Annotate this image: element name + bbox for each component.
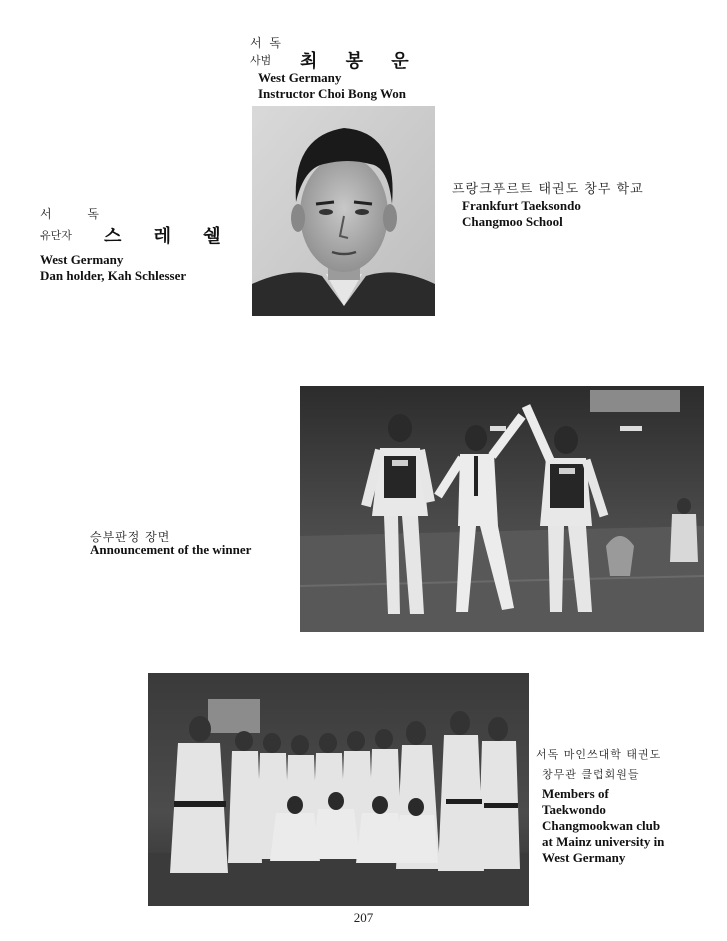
club-caption-en-line2: Taekwondo [542, 802, 606, 817]
winner-announcement-photo [300, 386, 704, 632]
instructor-role-ko: 사범 [250, 54, 272, 67]
club-caption-en-line4: at Mainz university in [542, 834, 665, 849]
instructor-portrait-photo [252, 106, 435, 316]
club-caption-ko-line1: 서독 마인쓰대학 태권도 [536, 748, 662, 761]
club-caption-en-line5: West Germany [542, 850, 626, 865]
page-number: 207 [353, 910, 374, 925]
winner-caption-en: Announcement of the winner [90, 542, 252, 557]
instructor-country-ko: 서 독 [250, 36, 283, 50]
school-name-en-line1: Frankfurt Taeksondo [462, 198, 581, 213]
dan-holder-title-en: Dan holder, Kah Schlesser [40, 268, 187, 283]
school-name-ko: 프랑크푸르트 태권도 창무 학교 [452, 182, 644, 197]
winner-caption-ko: 승부판정 장면 [90, 530, 171, 544]
club-caption-ko-line2: 창무관 클럽회원들 [542, 768, 640, 781]
instructor-name-ko: 최 봉 운 [300, 51, 409, 72]
school-name-en-line2: Changmoo School [462, 214, 563, 229]
dan-holder-country-en: West Germany [40, 252, 124, 267]
vest-patch-left [392, 460, 408, 466]
dan-holder-role-ko: 유단자 [40, 229, 72, 242]
club-caption-en-line1: Members of [542, 786, 609, 801]
club-members-photo [148, 673, 529, 906]
club-caption-en-line3: Changmookwan club [542, 818, 661, 833]
dan-holder-name-ko: 스 레 쉘 [104, 226, 221, 247]
instructor-country-en: West Germany [258, 70, 342, 85]
dan-holder-country-ko: 서 독 [40, 207, 101, 221]
instructor-title-en: Instructor Choi Bong Won [258, 86, 406, 101]
